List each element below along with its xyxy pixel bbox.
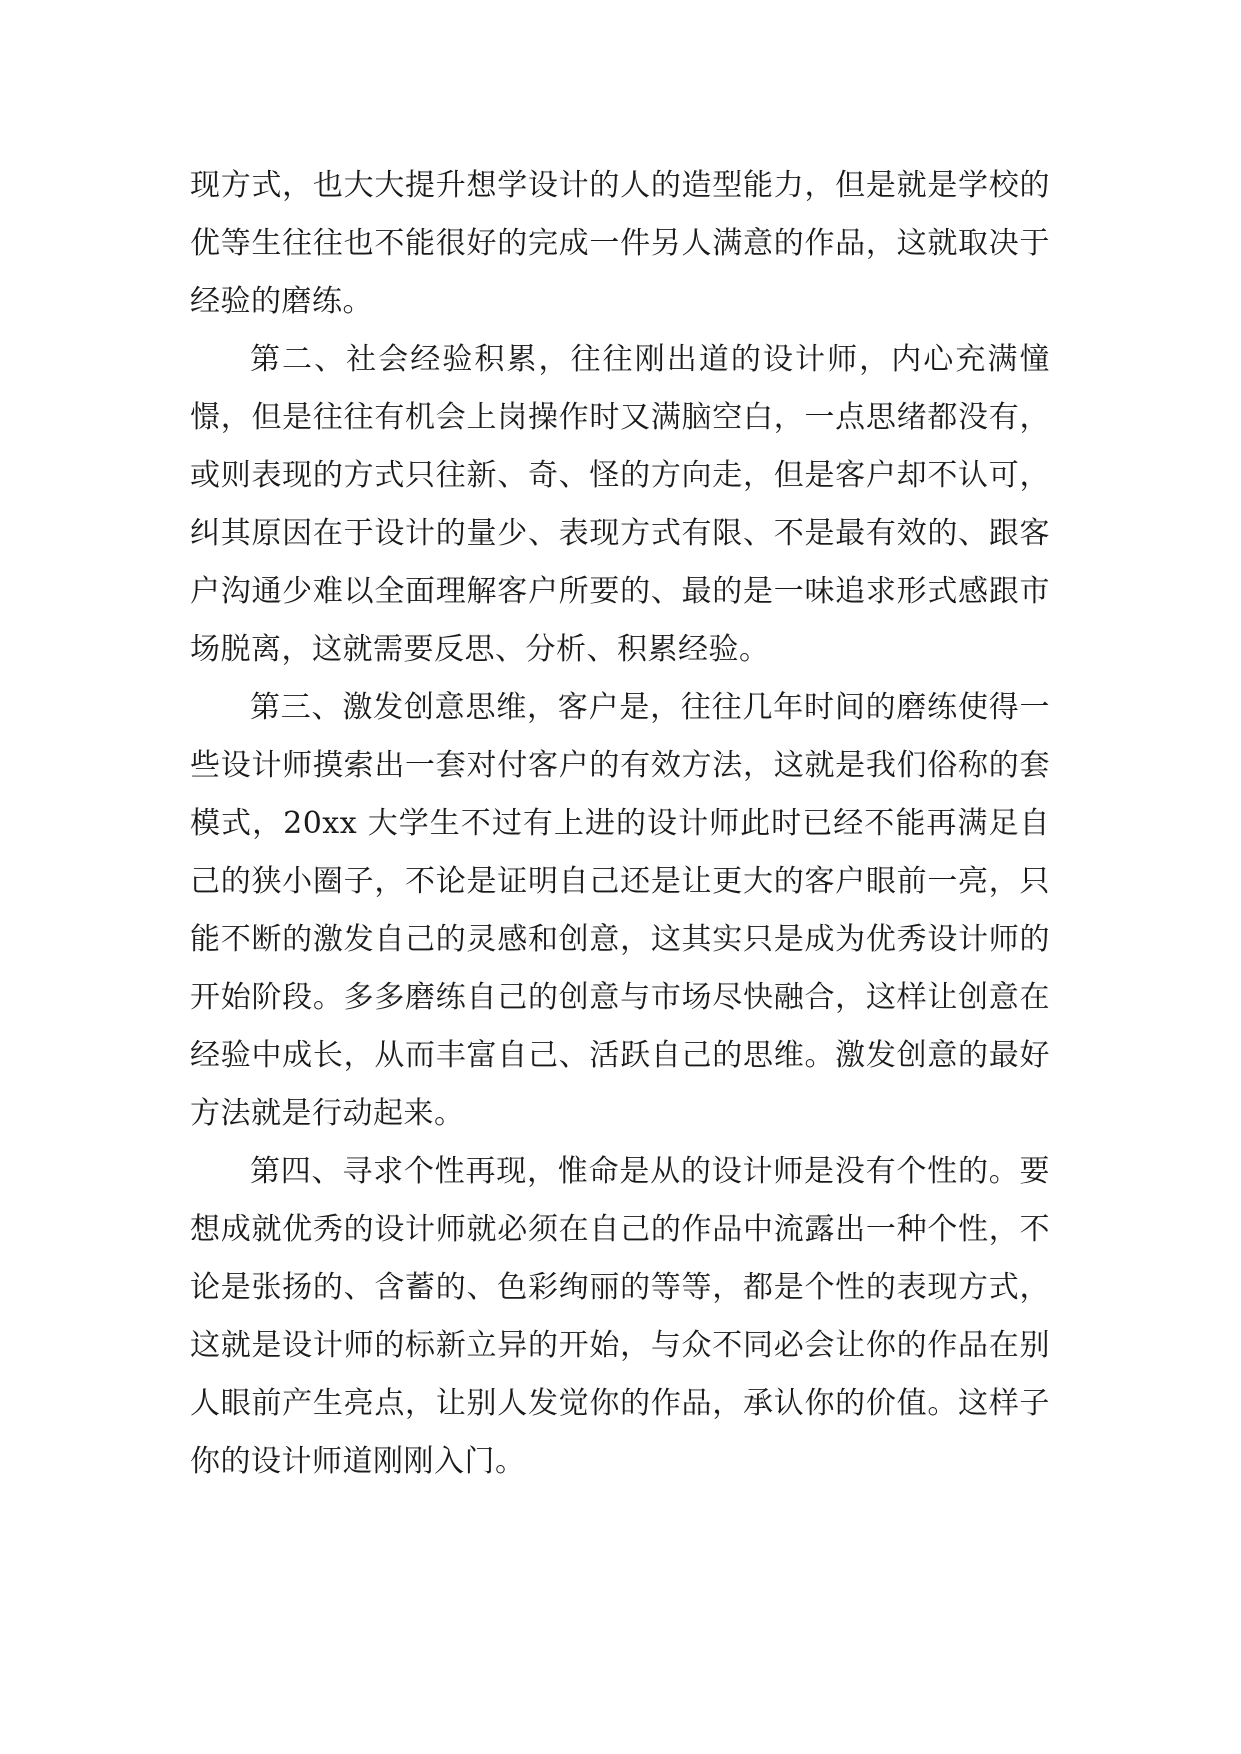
- paragraph-second-social-experience: 第二、社会经验积累，往往刚出道的设计师，内心充满憧憬，但是往往有机会上岗操作时又满脑空白，一点思绪都没有，或则表现的方式只往新、奇、怪的方向走，但是客户却不认可，纠其原因在于设计的量少、表现方式有限、不是最有效的、跟客户沟通少难以全面理解客户所要的、最的是一味追求形式感跟市场脱离，这就需要反思、分析、积累经验。: [190, 342, 1050, 667]
- paragraph-continuation: 现方式，也大大提升想学设计的人的造型能力，但是就是学校的优等生往往也不能很好的完成一件另人满意的作品，这就取决于经验的磨练。: [190, 168, 1050, 319]
- paragraph-third-creative-thinking: 第三、激发创意思维，客户是，往往几年时间的磨练使得一些设计师摸索出一套对付客户的有效方法，这就是我们俗称的套模式，20xx 大学生不过有上进的设计师此时已经不能再满足自己的狭小圈子，不论是证明自己还是让更大的客户眼前一亮，只能不断的激发自己的灵感和创意，这其实只是成为优秀设计师的开始阶段。多多磨练自己的创意与市场尽快融合，这样让创意在经验中成长，从而丰富自己、活跃自己的思维。激发创意的最好方法就是行动起来。: [190, 690, 1050, 1131]
- document-body: [190, 157, 1050, 1491]
- paragraph-fourth-individuality: 第四、寻求个性再现，惟命是从的设计师是没有个性的。要想成就优秀的设计师就必须在自己的作品中流露出一种个性，不论是张扬的、含蓄的、色彩绚丽的等等，都是个性的表现方式，这就是设计师的标新立异的开始，与众不同必会让你的作品在别人眼前产生亮点，让别人发觉你的作品，承认你的价值。这样子你的设计师道刚刚入门。: [190, 1154, 1050, 1479]
